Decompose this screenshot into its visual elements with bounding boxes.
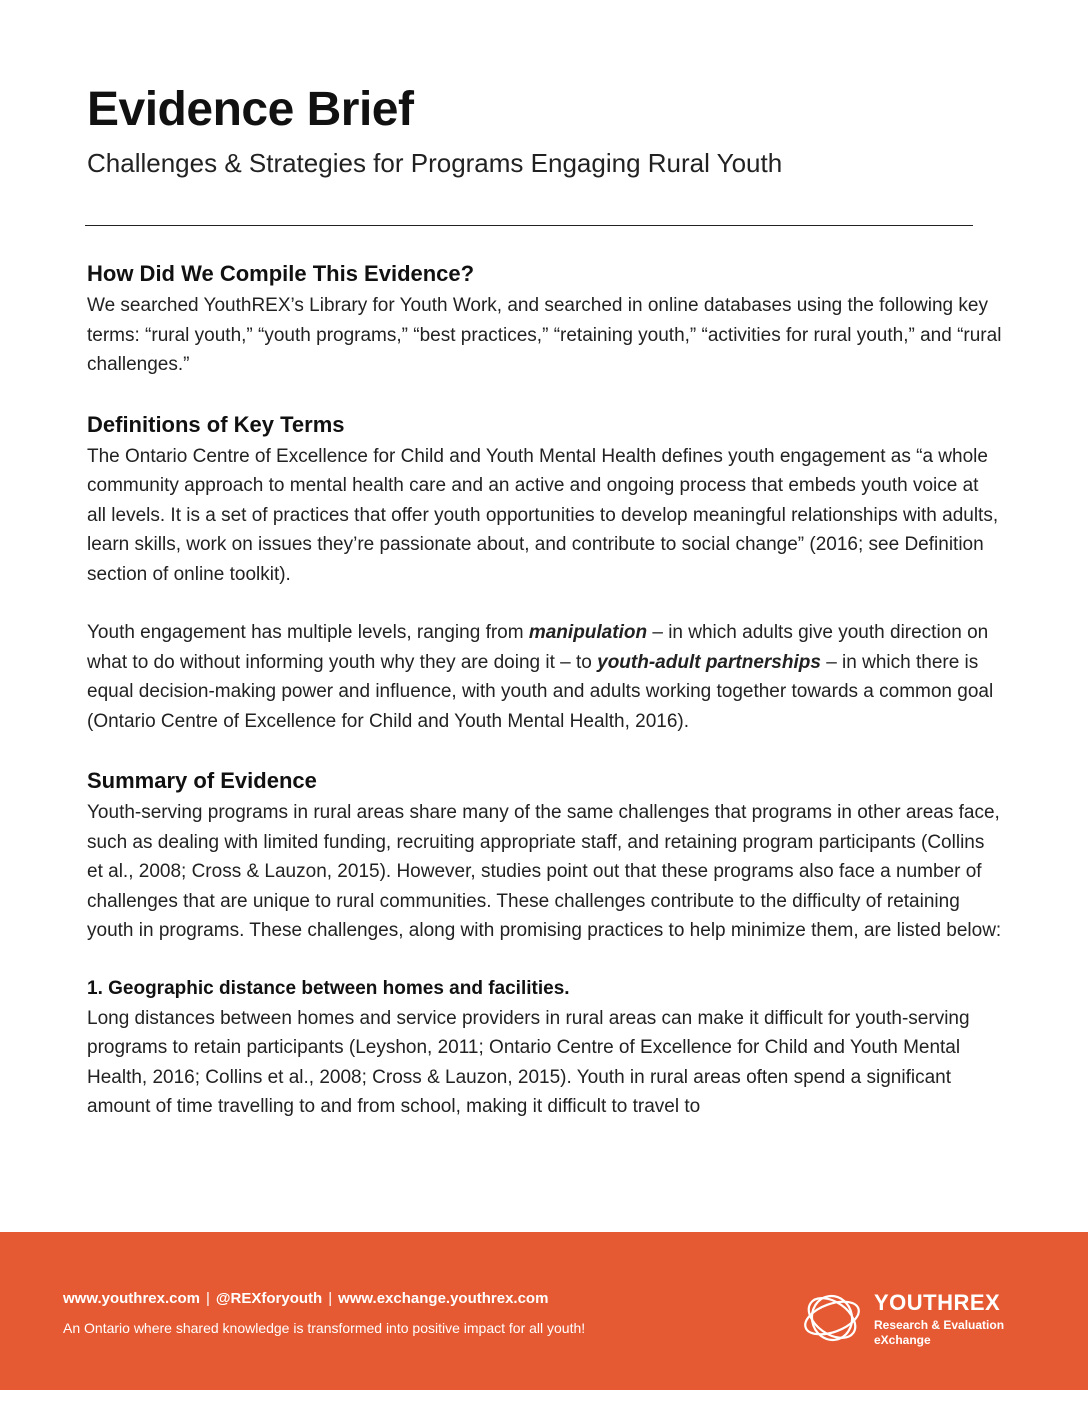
keyword-youth-adult-partnerships: youth-adult partnerships <box>597 651 821 673</box>
document-header <box>87 80 1002 180</box>
logo-wordmark: YOUTHREX <box>874 1290 1001 1315</box>
challenge-heading: 1. Geographic distance between homes and facilities. <box>87 977 570 999</box>
footer-tagline: An Ontario where shared knowledge is transformed into positive impact for all youth! <box>63 1320 586 1336</box>
section-challenge-1 <box>87 974 1002 1122</box>
social-handle-link[interactable]: @REXforyouth <box>215 1290 323 1307</box>
section-compile <box>87 257 1002 380</box>
section-heading: How Did We Compile This Evidence? <box>87 261 475 286</box>
youthrex-logo <box>800 1286 1040 1356</box>
keyword-manipulation: manipulation <box>528 622 648 643</box>
logo-subtitle: Research & Evaluation eXchange <box>874 1318 1005 1347</box>
paragraph-text: Youth engagement has multiple levels, ranging from <box>87 622 529 643</box>
section-definitions <box>87 408 1002 737</box>
header-divider <box>85 225 973 226</box>
youthrex-swirl-icon <box>800 1286 864 1350</box>
website-link[interactable]: www.youthrex.com <box>63 1290 200 1307</box>
paragraph-text: – in which adults give youth direction on what to do without informing youth why they are doing it – to <box>87 622 989 673</box>
section-heading: Summary of Evidence <box>87 768 317 793</box>
section-heading: Definitions of Key Terms <box>87 411 345 437</box>
link-separator: | <box>205 1290 210 1307</box>
section-summary <box>87 764 1002 946</box>
document-body <box>87 257 1002 1122</box>
page-footer <box>0 1232 1088 1408</box>
section-paragraph <box>87 618 1002 736</box>
page-title: Evidence Brief <box>87 83 414 136</box>
paragraph-text: – in which there is equal decision-making power and influence, with youth and adults working together towards a common goal (Ontario Centre of Excellence for Child and Youth Mental Health, 2016). <box>87 651 994 732</box>
page-subtitle: Challenges & Strategies for Programs Engaging Rural Youth <box>87 148 783 178</box>
section-paragraph: Long distances between homes and service providers in rural areas can make it difficult for youth-serving programs to retain participants (Leyshon, 2011; Ontario Centre of Excellence for Child and Youth Mental Health, 2016; Collins et al., 2008; Cross & Lauzon, 2015). Youth in rural areas often spend a significant amount of time travelling to and from school, making it difficult to travel to <box>87 1007 970 1117</box>
section-paragraph: The Ontario Centre of Excellence for Child and Youth Mental Health defines youth engagement as “a whole community approach to mental health care and an active and ongoing process that embeds youth voice at all levels. It is a set of practices that offer youth opportunities to develop meaningful relationships with adults, learn skills, work on issues they’re passionate about, and contribute to social change” (2016; see Definition section of online toolkit). <box>87 445 999 585</box>
footer-links <box>63 1290 548 1307</box>
section-paragraph: We searched YouthREX’s Library for Youth Work, and searched in online databases using the following key terms: “rural youth,” “youth programs,” “best practices,” “retaining youth,” “activities for rural youth,” and “rural challenges.” <box>87 295 1002 375</box>
footer-band <box>0 1232 1088 1390</box>
section-paragraph: Youth-serving programs in rural areas share many of the same challenges that programs in other areas face, such as dealing with limited funding, recruiting appropriate staff, and retaining program participants (Collins et al., 2008; Cross & Lauzon, 2015). However, studies point out that these programs also face a number of challenges that are unique to rural communities. These challenges contribute to the difficulty of retaining youth in programs. These challenges, along with promising practices to help minimize them, are listed below: <box>87 802 1002 941</box>
link-separator: | <box>328 1290 333 1307</box>
exchange-link[interactable]: www.exchange.youthrex.com <box>338 1290 549 1307</box>
